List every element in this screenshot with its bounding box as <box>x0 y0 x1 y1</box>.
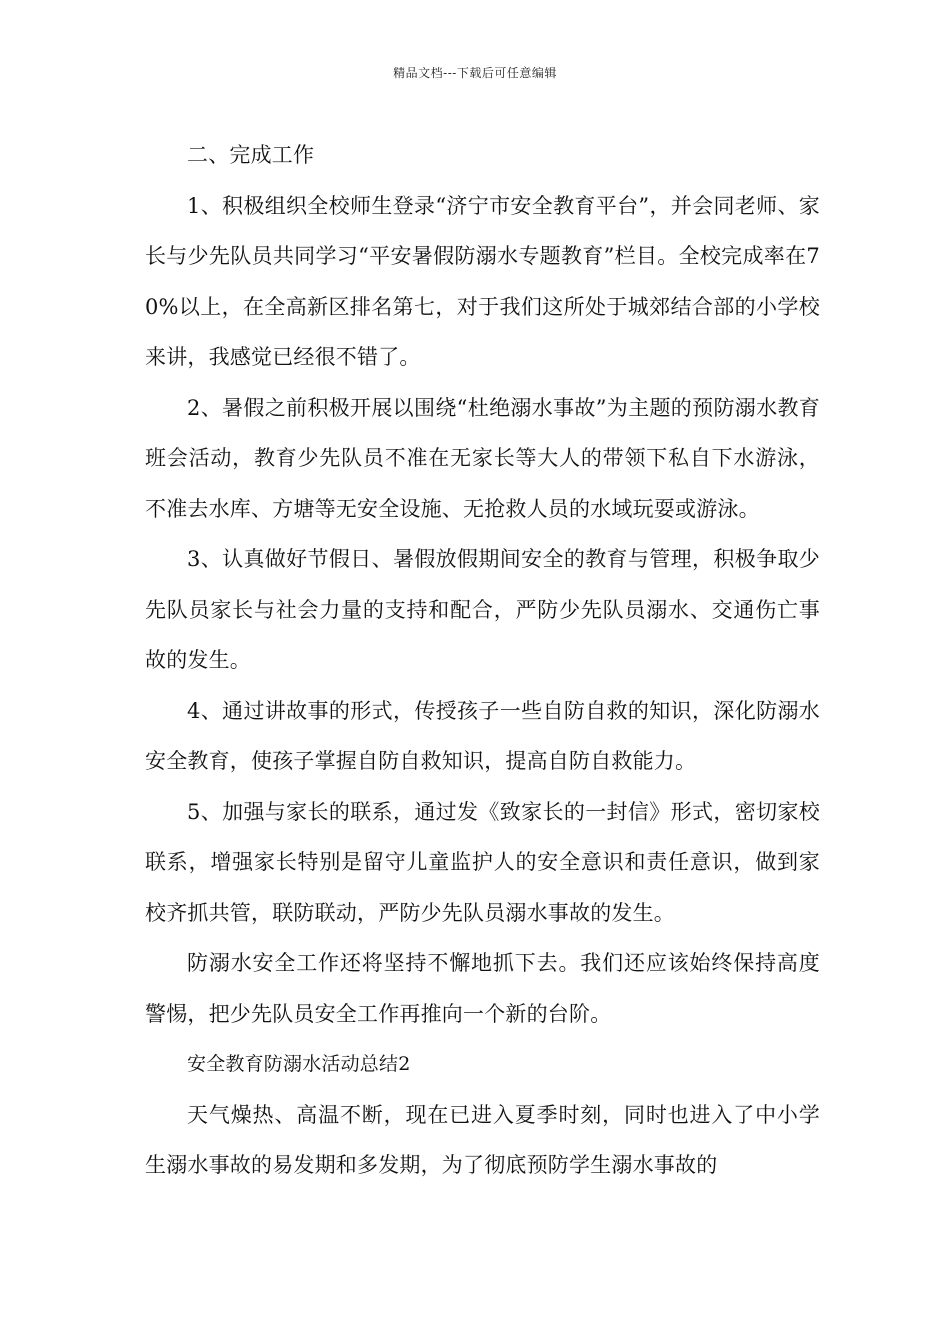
paragraph: 天气燥热、高温不断，现在已进入夏季时刻，同时也进入了中小学生溺水事故的易发期和多发期，为了彻底预防学生溺水事故的 <box>145 1102 820 1177</box>
paragraph: 5、加强与家长的联系，通过发《致家长的一封信》形式，密切家校联系，增强家长特别是留守儿童监护人的安全意识和责任意识，做到家校齐抓共管，联防联动，严防少先队员溺水事故的发生。 <box>145 799 820 925</box>
paragraph: 2、暑假之前积极开展以围绕“杜绝溺水事故”为主题的预防溺水教育班会活动，教育少先队员不准在无家长等大人的带领下私自下水游泳，不准去水库、方塘等无安全设施、无抢救人员的水域玩耍或游泳。 <box>145 395 820 521</box>
paragraph: 1、积极组织全校师生登录“济宁市安全教育平台”，并会同老师、家长与少先队员共同学习“平安暑假防溺水专题教育”栏目。全校完成率在70%以上，在全高新区排名第七，对于我们这所处于城郊结合部的小学校来讲，我感觉已经很不错了。 <box>145 193 820 369</box>
paragraph: 4、通过讲故事的形式，传授孩子一些自防自救的知识，深化防溺水安全教育，使孩子掌握自防自救知识，提高自防自救能力。 <box>145 698 820 773</box>
section-heading: 二、完成工作 <box>187 143 315 167</box>
page-header: 精品文档---下载后可任意编辑 <box>393 66 557 80</box>
article-title: 安全教育防溺水活动总结2 <box>187 1053 411 1075</box>
paragraph: 防溺水安全工作还将坚持不懈地抓下去。我们还应该始终保持高度警惕，把少先队员安全工作再推向一个新的台阶。 <box>145 951 820 1026</box>
document-body <box>145 130 820 1191</box>
paragraph: 3、认真做好节假日、暑假放假期间安全的教育与管理，积极争取少先队员家长与社会力量的支持和配合，严防少先队员溺水、交通伤亡事故的发生。 <box>145 547 820 672</box>
